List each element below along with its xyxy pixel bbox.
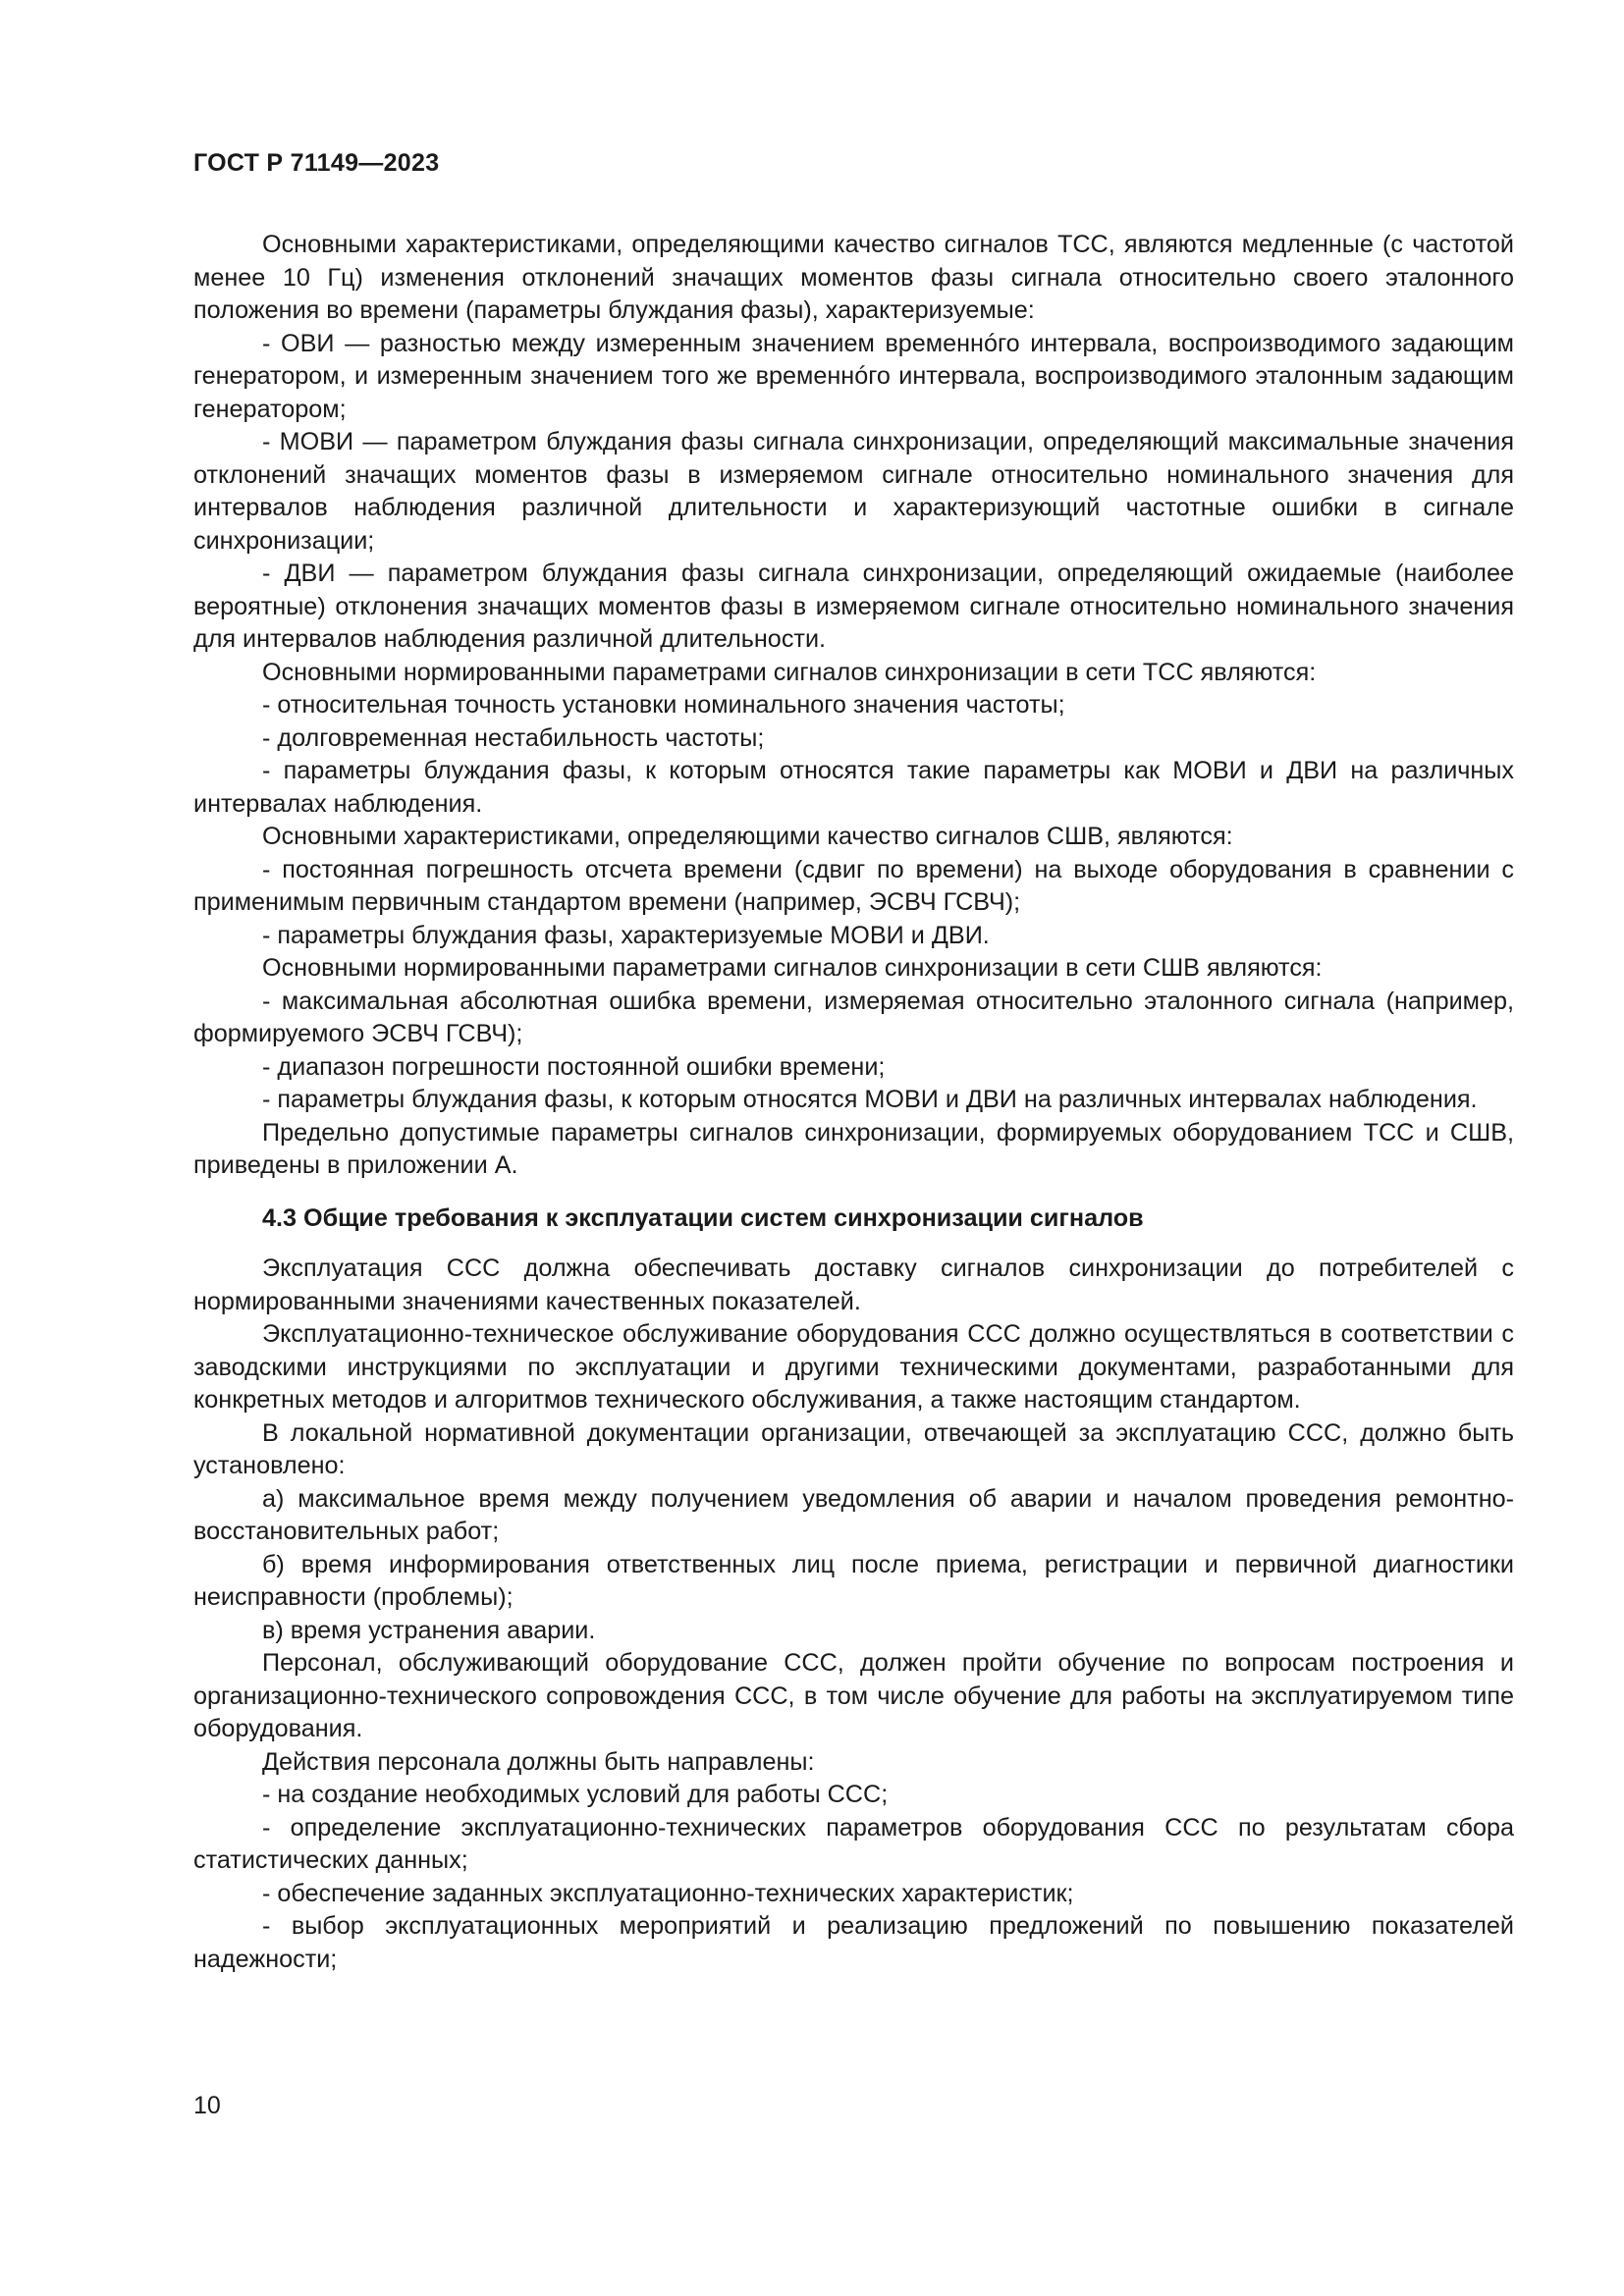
body-paragraph: Основными характеристиками, определяющими качество сигналов ТСС, являются медленные (с частотой менее 10 Гц) изменения отклонений значащих моментов фазы сигнала относительно своего эталонного положения во времени (параметры блуждания фазы), характеризуемые: <box>193 231 1514 324</box>
body-paragraph: В локальной нормативной документации организации, отвечающей за эксплуатацию ССС, должно быть установлено: <box>193 1418 1514 1479</box>
body-paragraph: Предельно допустимые параметры сигналов синхронизации, формируемых оборудованием ТСС и СШВ, приведены в приложении А. <box>193 1118 1514 1179</box>
list-item: - диапазон погрешности постоянной ошибки времени; <box>262 1052 886 1081</box>
body-paragraph: Действия персонала должны быть направлены: <box>262 1747 815 1776</box>
list-item: - параметры блуждания фазы, характеризуемые МОВИ и ДВИ. <box>262 921 990 949</box>
list-item: - на создание необходимых условий для работы ССС; <box>262 1781 889 1808</box>
list-item: - параметры блуждания фазы, к которым относятся МОВИ и ДВИ на различных интервалах наблюдения. <box>262 1086 1478 1113</box>
body-paragraph: Эксплуатационно-техническое обслуживание оборудования ССС должно осуществляться в соответствии с заводскими инструкциями по эксплуатации и другими техническими документами, разработанными для конкретных методов и алгоритмов технического обслуживания, а также настоящим стандартом. <box>193 1320 1514 1414</box>
list-item-ovi: - ОВИ — разностью между измеренным значением временнóго интервала, воспроизводимого задающим генератором, и измеренным значением того же временнóго интервала, воспроизводимого эталонным задающим генератором; <box>193 329 1514 423</box>
list-item-movi: - МОВИ — параметром блуждания фазы сигнала синхронизации, определяющий максимальные значения отклонений значащих моментов фазы в измеряемом сигнале относительно номинального значения для интервалов наблюдения различной длительности и характеризующий частотные ошибки в сигнале синхронизации; <box>193 428 1514 555</box>
list-item: - выбор эксплуатационных мероприятий и реализацию предложений по повышению показателей надежности; <box>193 1912 1514 1973</box>
list-item-b: б) время информирования ответственных лиц после приема, регистрации и первичной диагностики неисправности (проблемы); <box>193 1550 1514 1611</box>
page-number: 10 <box>193 2092 221 2119</box>
list-item: - постоянная погрешность отсчета времени (сдвиг по времени) на выходе оборудования в сравнении с применимым первичным стандартом времени (например, ЭСВЧ ГСВЧ); <box>193 855 1514 916</box>
list-item: - максимальная абсолютная ошибка времени, измеряемая относительно эталонного сигнала (например, формируемого ЭСВЧ ГСВЧ); <box>193 987 1514 1047</box>
section-heading: 4.3 Общие требования к эксплуатации систем синхронизации сигналов <box>262 1203 1144 1232</box>
body-paragraph: Персонал, обслуживающий оборудование ССС, должен пройти обучение по вопросам построения и организационно-технического сопровождения ССС, в том числе обучение для работы на эксплуатируемом типе оборудования. <box>193 1649 1514 1742</box>
list-item-a: а) максимальное время между получением уведомления об аварии и началом проведения ремонтно-восстановительных работ; <box>193 1484 1514 1545</box>
body-paragraph: Основными нормированными параметрами сигналов синхронизации в сети ТСС являются: <box>262 658 1317 686</box>
document-body <box>193 229 1514 1976</box>
list-item: - обеспечение заданных эксплуатационно-технических характеристик; <box>262 1879 1074 1907</box>
list-item: - параметры блуждания фазы, к которым относятся такие параметры как МОВИ и ДВИ на различных интервалах наблюдения. <box>193 757 1514 818</box>
list-item: - определение эксплуатационно-технических параметров оборудования ССС по результатам сбора статистических данных; <box>193 1813 1514 1874</box>
list-item-dvi: - ДВИ — параметром блуждания фазы сигнала синхронизации, определяющий ожидаемые (наиболее вероятные) отклонения значащих моментов фазы в измеряемом сигнале относительно номинального значения для интервалов наблюдения различной длительности. <box>193 560 1514 653</box>
body-paragraph: Основными характеристиками, определяющими качество сигналов СШВ, являются: <box>262 823 1233 850</box>
list-item: - долговременная нестабильность частоты; <box>262 723 765 752</box>
list-item-v: в) время устранения аварии. <box>262 1616 596 1644</box>
document-header: ГОСТ Р 71149—2023 <box>193 149 440 177</box>
body-paragraph: Эксплуатация ССС должна обеспечивать доставку сигналов синхронизации до потребителей с нормированными значениями качественных показателей. <box>193 1255 1514 1315</box>
list-item: - относительная точность установки номинального значения частоты; <box>262 691 1065 719</box>
body-paragraph: Основными нормированными параметрами сигналов синхронизации в сети СШВ являются: <box>262 954 1323 982</box>
